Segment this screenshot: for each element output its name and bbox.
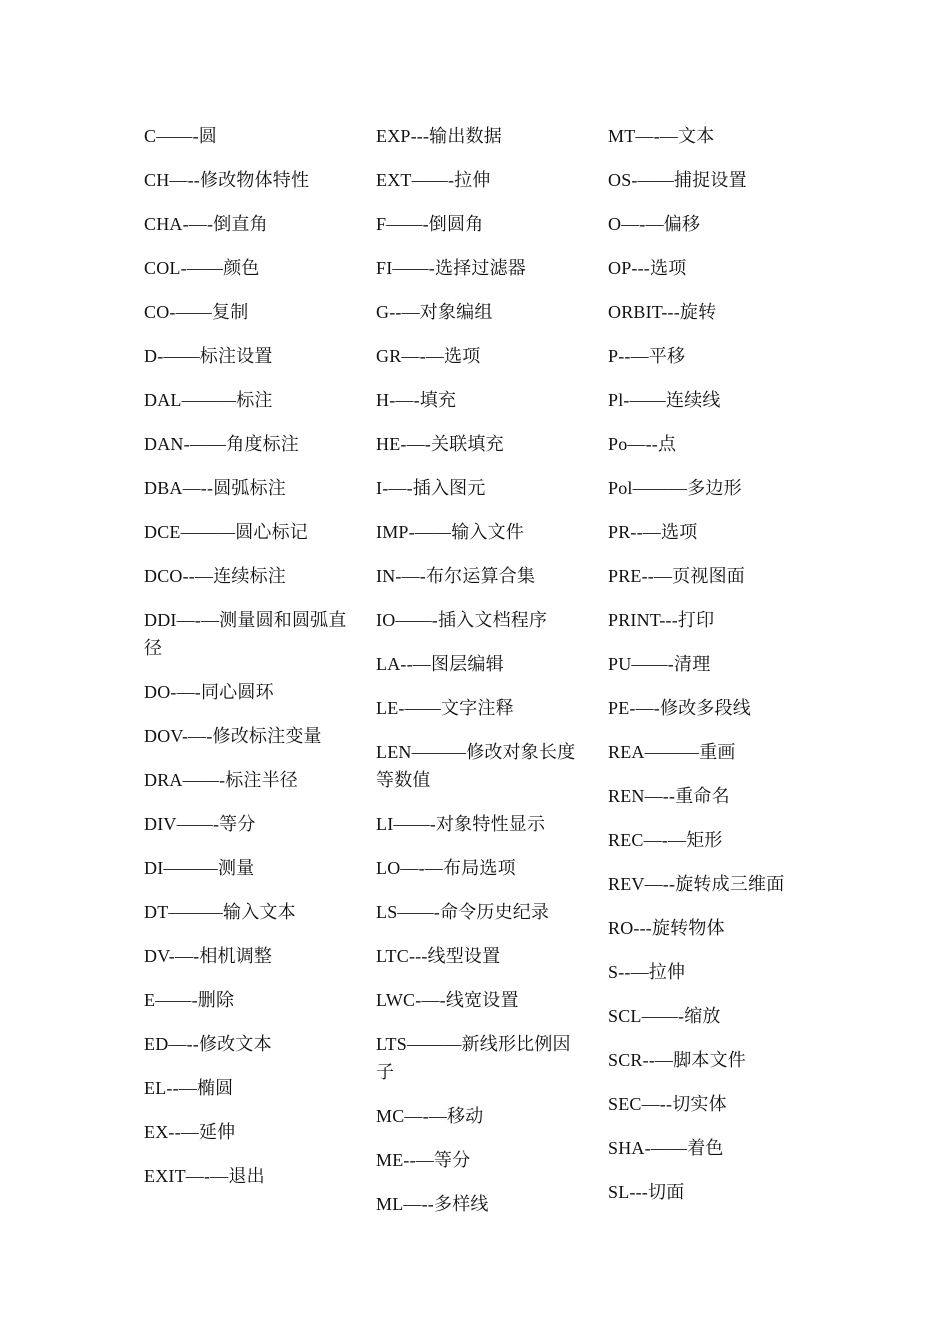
command-entry: CHA-—-倒直角 bbox=[144, 214, 268, 234]
command-entry: SHA-——着色 bbox=[608, 1138, 724, 1158]
command-entry: Po—--点 bbox=[608, 434, 677, 454]
command-entry: DAN-——角度标注 bbox=[144, 434, 299, 454]
command-entry: C——-圆 bbox=[144, 126, 217, 146]
command-column-2 bbox=[376, 122, 581, 1234]
command-entry: GR—-—选项 bbox=[376, 346, 481, 366]
command-entry: OP---选项 bbox=[608, 258, 687, 278]
command-entry: DI———测量 bbox=[144, 858, 255, 878]
command-entry: REC—-—矩形 bbox=[608, 830, 723, 850]
command-entry: S--—拉伸 bbox=[608, 962, 686, 982]
command-entry: PRE--—页视图面 bbox=[608, 566, 745, 586]
command-entry: PE-—-修改多段线 bbox=[608, 698, 751, 718]
command-entry: PR--—选项 bbox=[608, 522, 698, 542]
command-entry: REN—--重命名 bbox=[608, 786, 730, 806]
command-entry: DOV-—-修改标注变量 bbox=[144, 726, 322, 746]
command-entry: F——-倒圆角 bbox=[376, 214, 484, 234]
command-entry: COL-——颜色 bbox=[144, 258, 260, 278]
command-entry: DO-—-同心圆环 bbox=[144, 682, 274, 702]
command-entry: CO-——复制 bbox=[144, 302, 249, 322]
command-entry: CH—--修改物体特性 bbox=[144, 170, 310, 190]
command-entry: HE-—-关联填充 bbox=[376, 434, 504, 454]
command-entry: LE-——文字注释 bbox=[376, 698, 514, 718]
command-entry: MC—-—移动 bbox=[376, 1106, 484, 1126]
command-column-1 bbox=[144, 122, 354, 1206]
command-entry: SCR--—脚本文件 bbox=[608, 1050, 747, 1070]
command-entry: LS——-命令历史纪录 bbox=[376, 902, 550, 922]
command-entry: H-—-填充 bbox=[376, 390, 457, 410]
command-entry: DCE———圆心标记 bbox=[144, 522, 308, 542]
command-entry: ME--—等分 bbox=[376, 1150, 471, 1170]
command-entry: DV-—-相机调整 bbox=[144, 946, 273, 966]
command-entry: EXT——-拉伸 bbox=[376, 170, 491, 190]
command-entry: SEC—--切实体 bbox=[608, 1094, 727, 1114]
command-entry: DBA—--圆弧标注 bbox=[144, 478, 286, 498]
command-entry: IO——-插入文档程序 bbox=[376, 610, 548, 630]
command-entry: MT—-—文本 bbox=[608, 126, 715, 146]
command-entry: LO—-—布局选项 bbox=[376, 858, 516, 878]
command-entry: ORBIT---旋转 bbox=[608, 302, 717, 322]
command-entry: G--—对象编组 bbox=[376, 302, 493, 322]
command-entry: OS-——捕捉设置 bbox=[608, 170, 747, 190]
command-entry: PRINT---打印 bbox=[608, 610, 715, 630]
command-entry: RO---旋转物体 bbox=[608, 918, 725, 938]
command-entry: SCL——-缩放 bbox=[608, 1006, 721, 1026]
command-entry: LTS———新线形比例因子 bbox=[376, 1034, 571, 1082]
command-entry: ML—--多样线 bbox=[376, 1194, 489, 1214]
command-entry: DCO--—连续标注 bbox=[144, 566, 286, 586]
command-entry: FI——-选择过滤器 bbox=[376, 258, 526, 278]
command-entry: REA———重画 bbox=[608, 742, 736, 762]
command-entry: LWC-—-线宽设置 bbox=[376, 990, 519, 1010]
command-column-3 bbox=[608, 122, 818, 1222]
command-entry: LA--—图层编辑 bbox=[376, 654, 504, 674]
command-entry: REV—--旋转成三维面 bbox=[608, 874, 785, 894]
command-entry: LEN———修改对象长度等数值 bbox=[376, 742, 576, 790]
command-entry: DT———输入文本 bbox=[144, 902, 296, 922]
command-entry: DIV——-等分 bbox=[144, 814, 256, 834]
command-entry: P--—平移 bbox=[608, 346, 686, 366]
command-entry: DAL———标注 bbox=[144, 390, 273, 410]
command-entry: EXP---输出数据 bbox=[376, 126, 502, 146]
command-entry: DDI—-—测量圆和圆弧直径 bbox=[144, 610, 347, 658]
command-entry: O—-—偏移 bbox=[608, 214, 701, 234]
command-entry: EL--—椭圆 bbox=[144, 1078, 234, 1098]
command-entry: E——-删除 bbox=[144, 990, 235, 1010]
command-entry: EX--—延伸 bbox=[144, 1122, 236, 1142]
command-entry: PU——-清理 bbox=[608, 654, 711, 674]
command-entry: LTC---线型设置 bbox=[376, 946, 501, 966]
command-entry: DRA——-标注半径 bbox=[144, 770, 298, 790]
command-entry: I-—-插入图元 bbox=[376, 478, 486, 498]
command-entry: LI——-对象特性显示 bbox=[376, 814, 546, 834]
command-entry: SL---切面 bbox=[608, 1182, 685, 1202]
command-entry: D-——标注设置 bbox=[144, 346, 273, 366]
command-entry: IN-—-布尔运算合集 bbox=[376, 566, 536, 586]
command-entry: ED—--修改文本 bbox=[144, 1034, 272, 1054]
command-entry: Pol———多边形 bbox=[608, 478, 742, 498]
command-entry: Pl-——连续线 bbox=[608, 390, 721, 410]
command-entry: EXIT—-—退出 bbox=[144, 1166, 265, 1186]
command-entry: IMP-——输入文件 bbox=[376, 522, 525, 542]
